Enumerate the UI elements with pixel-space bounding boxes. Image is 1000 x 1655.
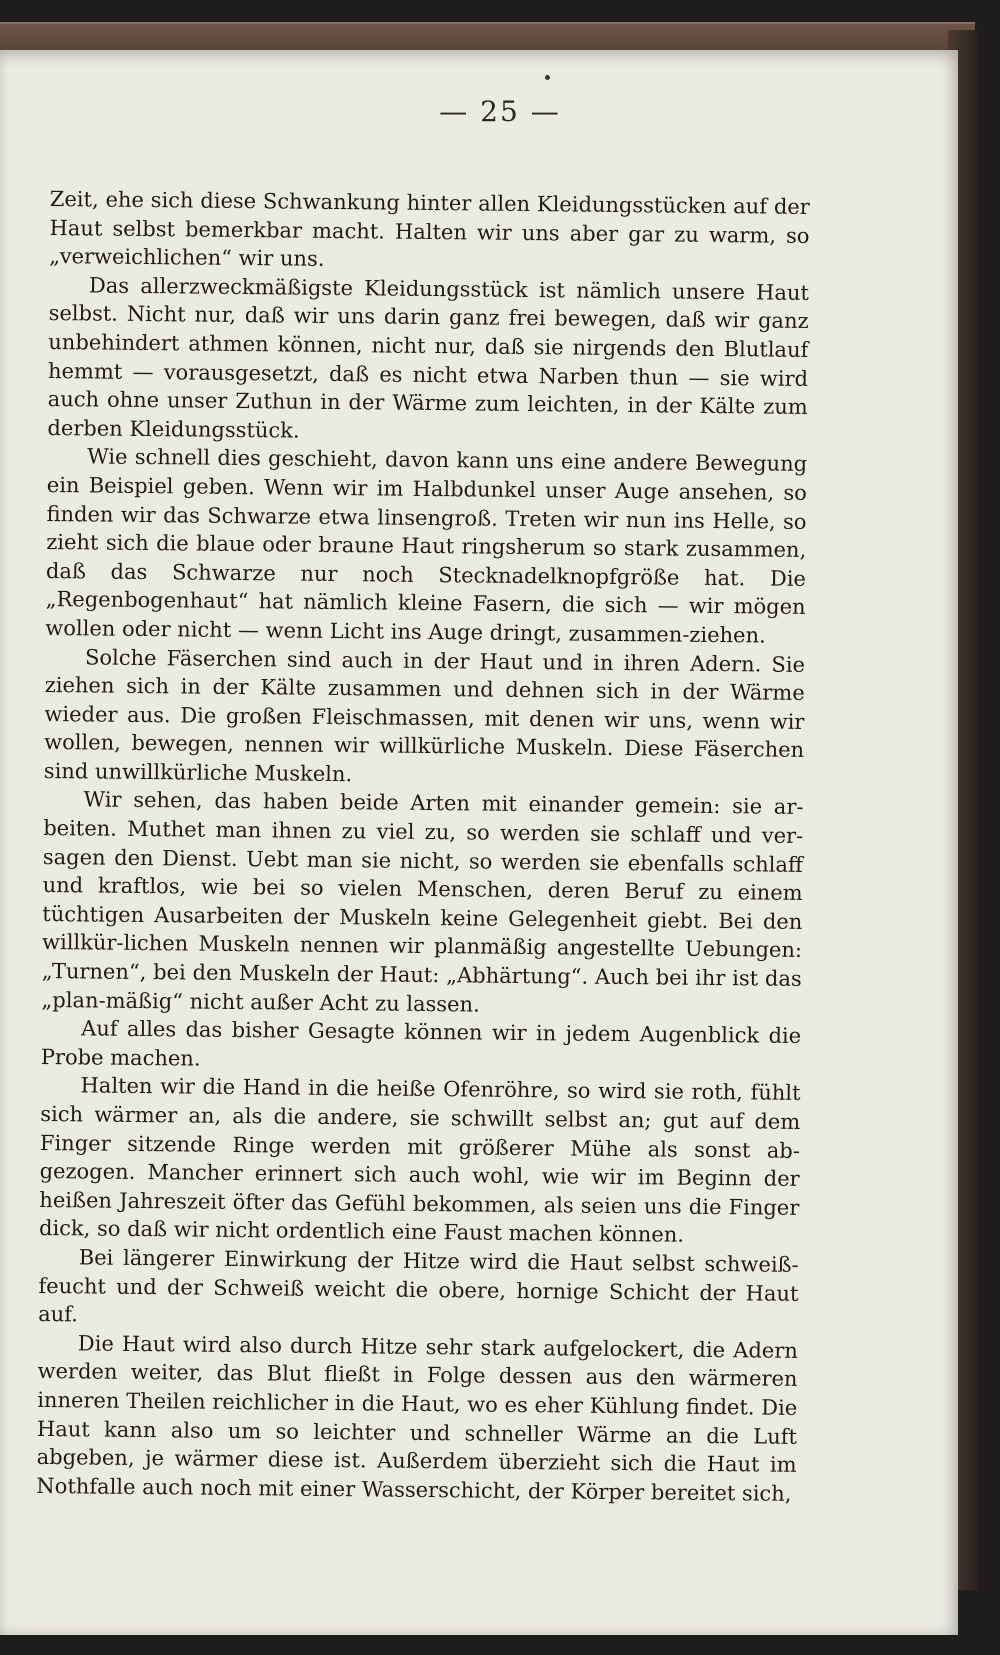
- paragraph-4: Solche Fäserchen sind auch in der Haut und in ihren Adern. Sie ziehen sich in der Kälte zusammen und dehnen sich in der Wärme wieder aus. Die großen Fleischmassen, mit denen wir uns, wenn wir wollen, bewegen, nennen wir willkürliche Muskeln. Diese Fäserchen sind unwillkürliche Muskeln.: [43, 644, 806, 787]
- paragraph-6: Auf alles das bisher Gesagte können wir in jedem Augenblick die Probe machen.: [40, 1016, 802, 1071]
- paragraph-8: Bei längerer Einwirkung der Hitze wird die Haut selbst schweiß-feucht und der Schweiß weicht die obere, hornige Schicht der Haut auf.: [38, 1245, 799, 1327]
- page-number: — 25 —: [439, 95, 561, 128]
- paragraph-5: Wir sehen, das haben beide Arten mit einander gemein: sie ar-beiten. Muthet man ihnen zu viel zu, so werden sie schlaff und ver-sagen den Dienst. Uebt man sie nicht, so werden sie ebenfalls schlaff und kraftlos, wie bei so vielen Menschen, deren Beruf zu einem tüchtigen Ausarbeiten der Muskeln keine Gelegenheit giebt. Bei den willkür-lichen Muskeln nennen wir planmäßig angestellte Uebungen: „Turnen“, bei den Muskeln der Haut: „Abhärtung“. Auch bei ihr ist das „plan-mäßig“ nicht außer Acht zu lassen.: [41, 787, 804, 1017]
- body-text: [36, 185, 810, 1508]
- paragraph-2: Das allerzweckmäßigste Kleidungsstück ist nämlich unsere Haut selbst. Nicht nur, daß wir uns darin ganz frei bewegen, daß wir ganz unbehindert athmen können, nicht nur, daß sie nirgends den Blutlauf hemmt — vorausgesetzt, daß es nicht etwa Narben thun — sie wird auch ohne unser Zuthun in der Wärme zum leichten, in der Kälte zum derben Kleidungsstück.: [47, 273, 810, 443]
- paragraph-7: Halten wir die Hand in die heiße Ofenröhre, so wird sie roth, fühlt sich wärmer an, als die andere, sie schwillt selbst an; gut auf dem Finger sitzende Ringe werden mit größerer Mühe als sonst ab-gezogen. Mancher erinnert sich auch wohl, wie wir im Beginn der heißen Jahreszeit öfter das Gefühl bekommen, als seien uns die Finger dick, so daß wir nicht ordentlich eine Faust machen können.: [38, 1073, 801, 1248]
- print-speck: [545, 75, 550, 80]
- paragraph-9: Die Haut wird also durch Hitze sehr stark aufgelockert, die Adern werden weiter, das Blut fließt in Folge dessen aus den wärmeren inneren Theilen reichlicher in die Haut, wo es eher Kühlung findet. Die Haut kann also um so leichter und schneller Wärme an die Luft abgeben, je wärmer diese ist. Außerdem überzieht sich die Haut im Nothfalle auch noch mit einer Wasserschicht, der Körper bereitet sich,: [36, 1331, 798, 1506]
- paragraph-3: Wie schnell dies geschieht, davon kann uns eine andere Bewegung ein Beispiel geben. Wenn wir im Halbdunkel unser Auge ansehen, so finden wir das Schwarze etwa linsengroß. Treten wir nun ins Helle, so zieht sich die blaue oder braune Haut ringsherum so stark zusammen, daß das Schwarze nur noch Stecknadelknopfgröße hat. Die „Regenbogenhaut“ hat nämlich kleine Fasern, die sich — wir mögen wollen oder nicht — wenn Licht ins Auge dringt, zusammen-ziehen.: [45, 444, 808, 648]
- paragraph-1: Zeit, ehe sich diese Schwankung hinter allen Kleidungsstücken auf der Haut selbst bemerkbar macht. Halten wir uns aber gar zu warm, so „verweichlichen“ wir uns.: [49, 186, 810, 272]
